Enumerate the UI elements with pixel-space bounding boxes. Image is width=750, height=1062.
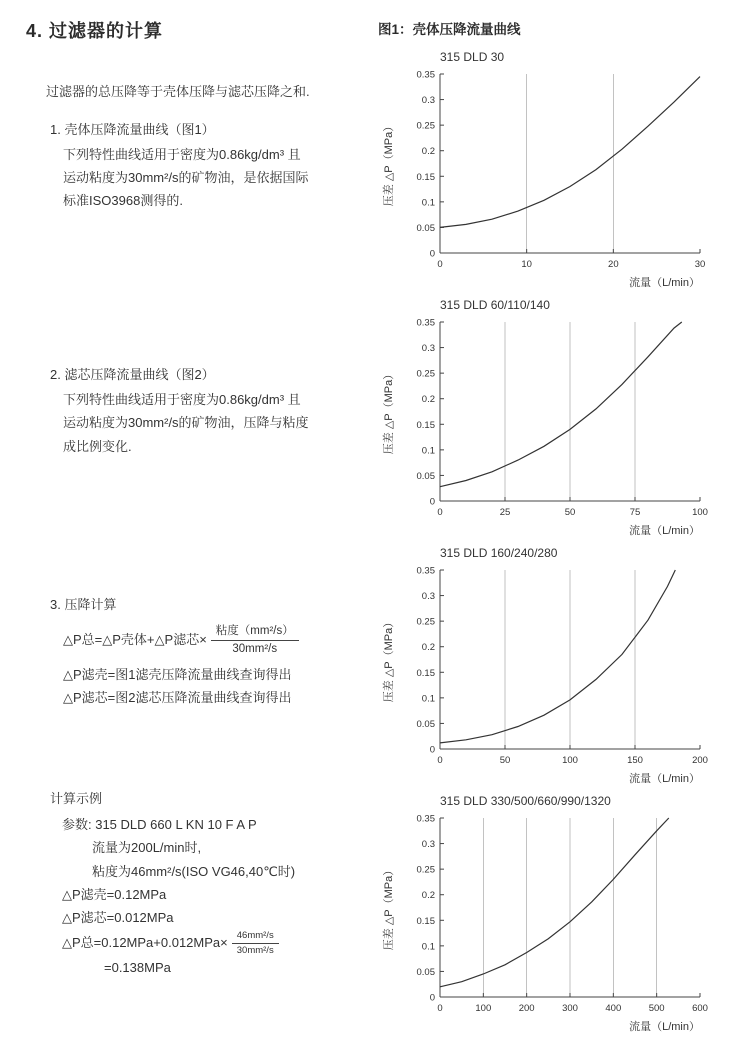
svg-text:10: 10: [521, 259, 532, 270]
chart-315-dld-60-110-140: [378, 298, 730, 539]
svg-text:150: 150: [627, 755, 643, 766]
svg-text:0.1: 0.1: [421, 941, 435, 953]
fraction-denominator: 30mm²/s: [236, 944, 274, 956]
svg-text:0: 0: [429, 992, 435, 1004]
chart-plot: [378, 66, 718, 291]
svg-text:100: 100: [562, 755, 578, 766]
section-body: [63, 143, 376, 212]
chart-title: 315 DLD 60/110/140: [440, 298, 550, 312]
svg-text:100: 100: [692, 507, 708, 518]
text-line: 粘度为46mm²/s(ISO VG46,40℃时): [92, 863, 296, 879]
svg-text:0.35: 0.35: [416, 813, 435, 825]
svg-text:400: 400: [605, 1003, 622, 1014]
example-parameters: 参数: 315 DLD 660 L KN 10 F A P: [62, 816, 257, 832]
svg-text:压差 △P（MPa）: 压差 △P（MPa）: [383, 616, 395, 703]
result-fraction: [232, 930, 279, 957]
section-heading: 3. 压降计算: [50, 596, 117, 612]
svg-text:0: 0: [437, 1003, 443, 1014]
svg-text:流量（L/min）: 流量（L/min）: [629, 525, 700, 537]
formula-prefix: △P总=△P壳体+△P滤芯×: [63, 632, 207, 648]
pressure-drop-formula: [63, 624, 376, 657]
chart-plot: [378, 810, 718, 1035]
svg-text:流量（L/min）: 流量（L/min）: [629, 1021, 700, 1033]
svg-text:0.15: 0.15: [416, 915, 435, 927]
svg-text:0: 0: [437, 507, 443, 518]
svg-text:压差 △P（MPa）: 压差 △P（MPa）: [383, 120, 395, 207]
svg-text:0.05: 0.05: [416, 222, 435, 234]
section-heading: 1. 壳体压降流量曲线（图1）: [50, 121, 215, 137]
svg-text:0.2: 0.2: [421, 394, 435, 406]
chart-315-dld-160-240-280: [378, 546, 730, 787]
svg-text:0: 0: [437, 755, 443, 766]
section-pressure-calc: [50, 594, 376, 710]
chart-315-dld-330-500-660-990-1320: [378, 794, 730, 1035]
svg-text:600: 600: [692, 1003, 708, 1014]
text-line: 流量为200L/min时,: [92, 840, 202, 856]
section-element-curve: [50, 364, 376, 457]
result-line: △P滤壳=0.12MPa: [62, 886, 167, 902]
chart-315-dld-30: [378, 50, 730, 291]
chart-title: 315 DLD 330/500/660/990/1320: [440, 794, 611, 808]
text-column: [26, 16, 376, 980]
svg-text:压差 △P（MPa）: 压差 △P（MPa）: [383, 368, 395, 455]
svg-text:0.35: 0.35: [416, 565, 435, 577]
example-heading: 计算示例: [50, 791, 103, 807]
result-line: =0.138MPa: [104, 960, 171, 976]
svg-text:流量（L/min）: 流量（L/min）: [629, 277, 700, 289]
svg-text:0.2: 0.2: [421, 146, 435, 158]
svg-text:0.05: 0.05: [416, 966, 435, 978]
svg-text:0.2: 0.2: [421, 642, 435, 654]
section-heading: 2. 滤芯压降流量曲线（图2）: [50, 367, 215, 383]
svg-text:0.3: 0.3: [421, 343, 435, 355]
fraction-numerator: 46mm²/s: [232, 930, 279, 944]
svg-text:50: 50: [499, 755, 511, 766]
svg-text:0: 0: [429, 744, 435, 756]
svg-text:0.25: 0.25: [416, 616, 435, 628]
svg-text:0: 0: [429, 496, 435, 508]
svg-text:0.3: 0.3: [421, 95, 435, 107]
text-line: 成比例变化.: [63, 438, 132, 454]
page-title: 4. 过滤器的计算: [26, 21, 164, 41]
text-line: 运动粘度为30mm²/s的矿物油，是依据国际: [63, 169, 309, 185]
chart-title: 315 DLD 30: [440, 50, 505, 64]
svg-text:流量（L/min）: 流量（L/min）: [629, 773, 700, 785]
svg-text:0.05: 0.05: [416, 718, 435, 730]
svg-text:200: 200: [692, 755, 708, 766]
svg-text:0: 0: [437, 259, 443, 270]
intro-text: 过滤器的总压降等于壳体压降与滤芯压降之和.: [46, 83, 310, 99]
figure-column: [378, 18, 730, 1042]
svg-text:500: 500: [648, 1003, 665, 1014]
svg-text:50: 50: [564, 507, 576, 518]
svg-text:30: 30: [694, 259, 706, 270]
fraction-numerator: 粘度（mm²/s）: [211, 624, 299, 641]
text-line: 下列特性曲线适用于密度为0.86kg/dm³ 且: [63, 392, 301, 408]
svg-text:0.35: 0.35: [416, 69, 435, 81]
svg-text:压差 △P（MPa）: 压差 △P（MPa）: [383, 864, 395, 951]
svg-text:0.35: 0.35: [416, 317, 435, 329]
svg-text:0.2: 0.2: [421, 890, 435, 902]
text-line: 运动粘度为30mm²/s的矿物油，压降与粘度: [63, 415, 309, 431]
formula-note: △P滤壳=图1滤壳压降流量曲线查询得出: [63, 666, 292, 682]
svg-text:300: 300: [562, 1003, 578, 1014]
svg-text:0.3: 0.3: [421, 591, 435, 603]
svg-text:0.15: 0.15: [416, 419, 435, 431]
svg-text:20: 20: [608, 259, 619, 270]
svg-text:0.25: 0.25: [416, 368, 435, 380]
result-prefix: △P总=0.12MPa+0.012MPa×: [62, 935, 228, 951]
section-body: [63, 388, 376, 457]
svg-text:0.1: 0.1: [421, 693, 435, 705]
chart-title: 315 DLD 160/240/280: [440, 546, 558, 560]
formula-note: △P滤芯=图2滤芯压降流量曲线查询得出: [63, 689, 292, 705]
svg-text:200: 200: [518, 1003, 535, 1014]
svg-text:75: 75: [629, 507, 641, 518]
svg-text:0.15: 0.15: [416, 171, 435, 183]
figure-header: 图1：壳体压降流量曲线: [378, 22, 521, 37]
fraction-denominator: 30mm²/s: [232, 642, 278, 655]
svg-text:0.25: 0.25: [416, 120, 435, 132]
svg-text:0.15: 0.15: [416, 667, 435, 679]
svg-text:0.1: 0.1: [421, 197, 435, 209]
chart-plot: [378, 314, 718, 539]
formula-fraction: [211, 624, 299, 657]
chart-plot: [378, 562, 718, 787]
svg-text:0: 0: [429, 248, 435, 260]
text-line: 标准ISO3968测得的.: [63, 193, 183, 209]
svg-text:0.3: 0.3: [421, 839, 435, 851]
svg-text:0.25: 0.25: [416, 864, 435, 876]
section-housing-curve: [50, 119, 376, 212]
text-line: 下列特性曲线适用于密度为0.86kg/dm³ 且: [63, 146, 301, 162]
result-line: [62, 930, 376, 957]
svg-text:100: 100: [475, 1003, 492, 1014]
svg-text:25: 25: [499, 507, 511, 518]
svg-text:0.05: 0.05: [416, 470, 435, 482]
result-line: △P滤芯=0.012MPa: [62, 910, 174, 926]
svg-text:0.1: 0.1: [421, 445, 435, 457]
calculation-example: [50, 787, 376, 979]
